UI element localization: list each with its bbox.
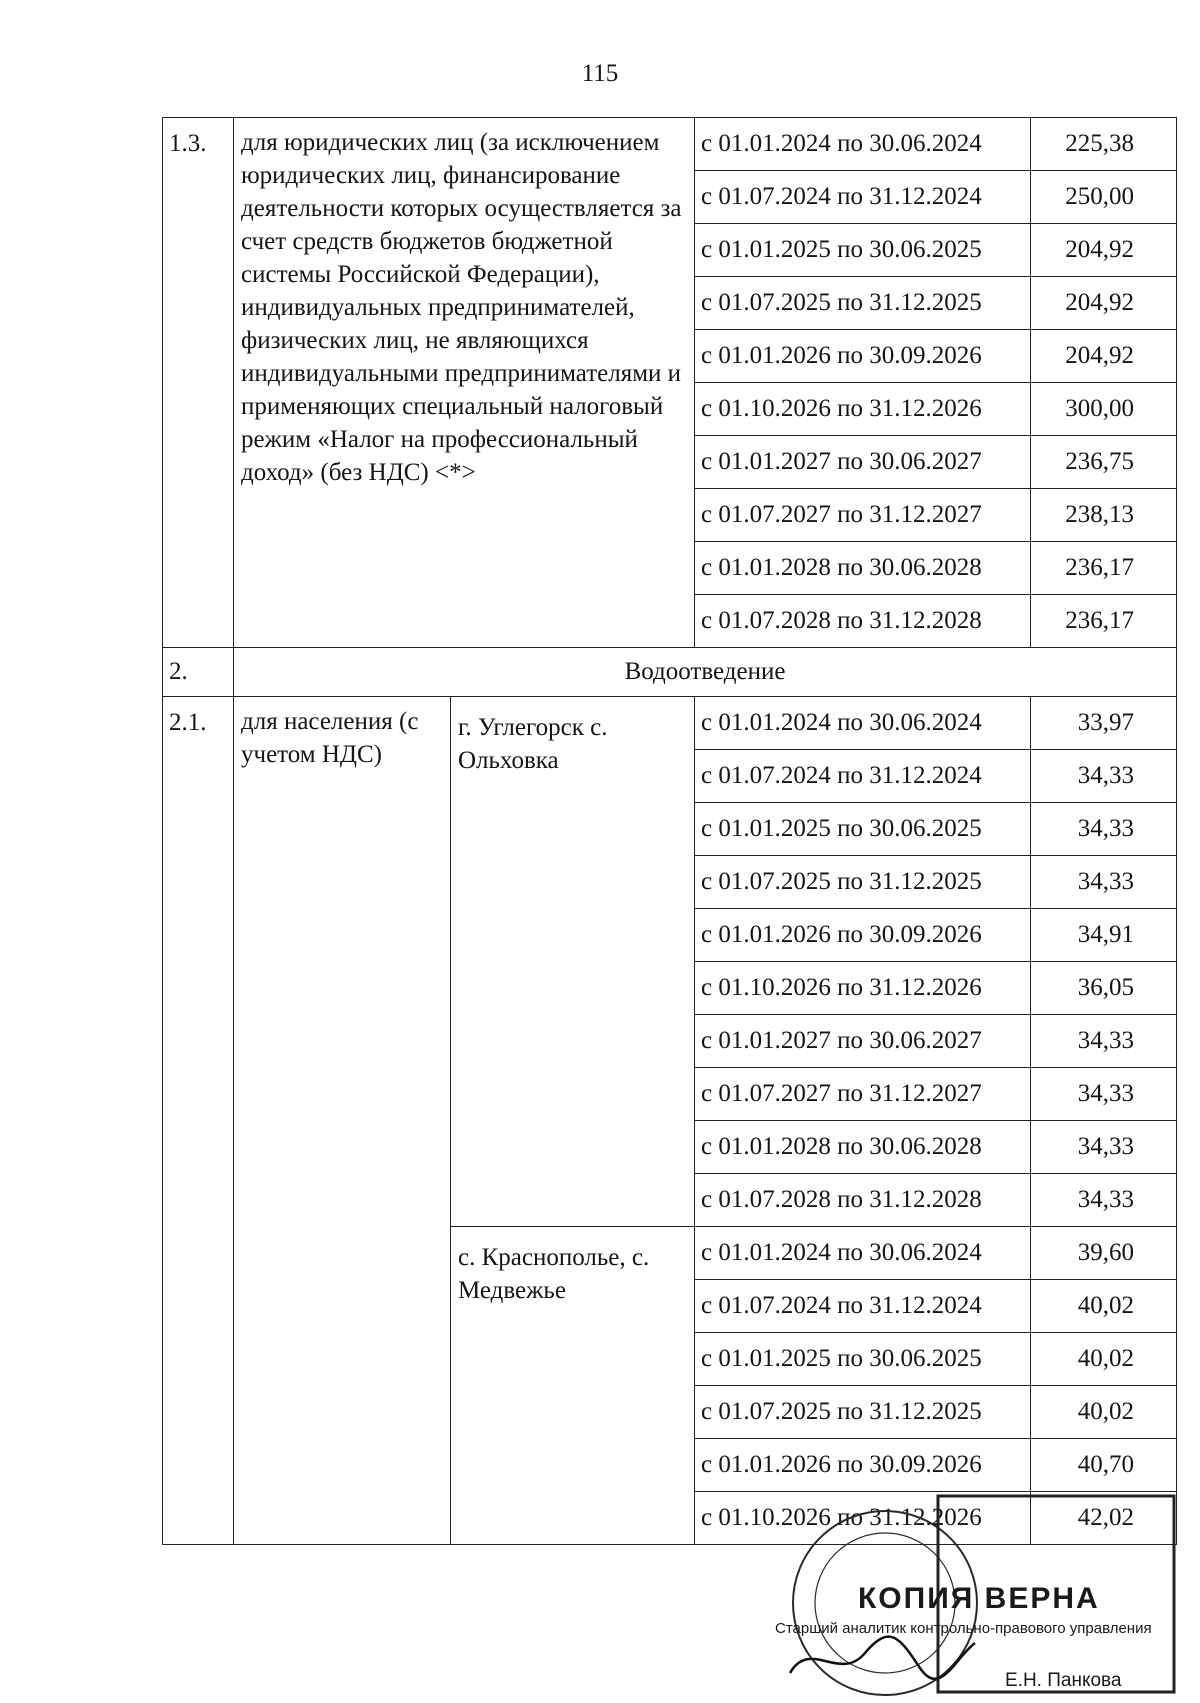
tariff-period: с 01.07.2024 по 31.12.2024 (695, 1280, 1031, 1333)
tariff-value: 34,33 (1031, 803, 1177, 856)
tariff-value: 34,33 (1031, 750, 1177, 803)
tariff-value: 34,91 (1031, 909, 1177, 962)
tariff-table (162, 117, 1177, 1545)
stamp-position: Старший аналитик контрольно-правового управления (775, 1620, 1152, 1637)
tariff-period: с 01.01.2026 по 30.09.2026 (695, 909, 1031, 962)
section-row (163, 648, 1177, 697)
tariff-period: с 01.10.2026 по 31.12.2026 (695, 1492, 1031, 1545)
tariff-value: 34,33 (1031, 1068, 1177, 1121)
tariff-value: 33,97 (1031, 697, 1177, 750)
tariff-period: с 01.01.2025 по 30.06.2025 (695, 224, 1031, 277)
tariff-table-body (163, 118, 1177, 1545)
tariff-value: 34,33 (1031, 856, 1177, 909)
tariff-period: с 01.01.2025 по 30.06.2025 (695, 803, 1031, 856)
tariff-period: с 01.01.2028 по 30.06.2028 (695, 1121, 1031, 1174)
tariff-value: 40,02 (1031, 1333, 1177, 1386)
tariff-period: с 01.01.2024 по 30.06.2024 (695, 697, 1031, 750)
tariff-value: 236,17 (1031, 595, 1177, 648)
tariff-period: с 01.07.2024 по 31.12.2024 (695, 750, 1031, 803)
tariff-value: 34,33 (1031, 1174, 1177, 1227)
tariff-period: с 01.07.2027 по 31.12.2027 (695, 1068, 1031, 1121)
tariff-period: с 01.01.2027 по 30.06.2027 (695, 436, 1031, 489)
tariff-period: с 01.07.2025 по 31.12.2025 (695, 1386, 1031, 1439)
settlements: г. Углегорск с. Ольховка (451, 697, 695, 1227)
tariff-period: с 01.10.2026 по 31.12.2026 (695, 383, 1031, 436)
tariff-value: 40,02 (1031, 1386, 1177, 1439)
tariff-period: с 01.07.2025 по 31.12.2025 (695, 277, 1031, 330)
stamp-name: Е.Н. Панкова (1005, 1670, 1122, 1691)
tariff-period: с 01.01.2028 по 30.06.2028 (695, 542, 1031, 595)
row-number: 1.3. (163, 118, 234, 648)
tariff-value: 40,02 (1031, 1280, 1177, 1333)
tariff-value: 236,17 (1031, 542, 1177, 595)
tariff-value: 236,75 (1031, 436, 1177, 489)
section-title: Водоотведение (234, 648, 1177, 697)
tariff-value: 250,00 (1031, 171, 1177, 224)
tariff-value: 34,33 (1031, 1121, 1177, 1174)
tariff-period: с 01.01.2025 по 30.06.2025 (695, 1333, 1031, 1386)
tariff-value: 225,38 (1031, 118, 1177, 171)
tariff-value: 36,05 (1031, 962, 1177, 1015)
tariff-period: с 01.01.2024 по 30.06.2024 (695, 118, 1031, 171)
tariff-value: 204,92 (1031, 277, 1177, 330)
tariff-period: с 01.07.2027 по 31.12.2027 (695, 489, 1031, 542)
tariff-period: с 01.01.2026 по 30.09.2026 (695, 1439, 1031, 1492)
tariff-period: с 01.01.2024 по 30.06.2024 (695, 1227, 1031, 1280)
settlements: с. Краснополье, с. Медвежье (451, 1227, 695, 1545)
tariff-period: с 01.10.2026 по 31.12.2026 (695, 962, 1031, 1015)
table-row (163, 697, 1177, 750)
tariff-value: 238,13 (1031, 489, 1177, 542)
tariff-period: с 01.01.2027 по 30.06.2027 (695, 1015, 1031, 1068)
tariff-period: с 01.07.2028 по 31.12.2028 (695, 1174, 1031, 1227)
row-number: 2.1. (163, 697, 234, 1545)
tariff-value: 42,02 (1031, 1492, 1177, 1545)
row-description: для юридических лиц (за исключением юридических лиц, финансирование деятельности которых осуществляется за счет средств бюджетов бюджетной системы Российской Федерации), индивидуальных предпринимателей, физических лиц, не являющихся индивидуальными предпринимателями и применяющих специальный налоговый режим «Налог на профессиональный доход» (без НДС) <*> (234, 118, 695, 648)
tariff-value: 204,92 (1031, 224, 1177, 277)
tariff-period: с 01.01.2026 по 30.09.2026 (695, 330, 1031, 383)
page-number: 115 (581, 60, 619, 87)
tariff-period: с 01.07.2024 по 31.12.2024 (695, 171, 1031, 224)
row-description: для населения (с учетом НДС) (234, 697, 451, 1545)
tariff-value: 204,92 (1031, 330, 1177, 383)
table-row (163, 118, 1177, 171)
tariff-value: 34,33 (1031, 1015, 1177, 1068)
tariff-period: с 01.07.2025 по 31.12.2025 (695, 856, 1031, 909)
section-number: 2. (163, 648, 234, 697)
tariff-period: с 01.07.2028 по 31.12.2028 (695, 595, 1031, 648)
tariff-value: 39,60 (1031, 1227, 1177, 1280)
tariff-value: 40,70 (1031, 1439, 1177, 1492)
stamp-title: КОПИЯ ВЕРНА (858, 1582, 1100, 1615)
tariff-value: 300,00 (1031, 383, 1177, 436)
